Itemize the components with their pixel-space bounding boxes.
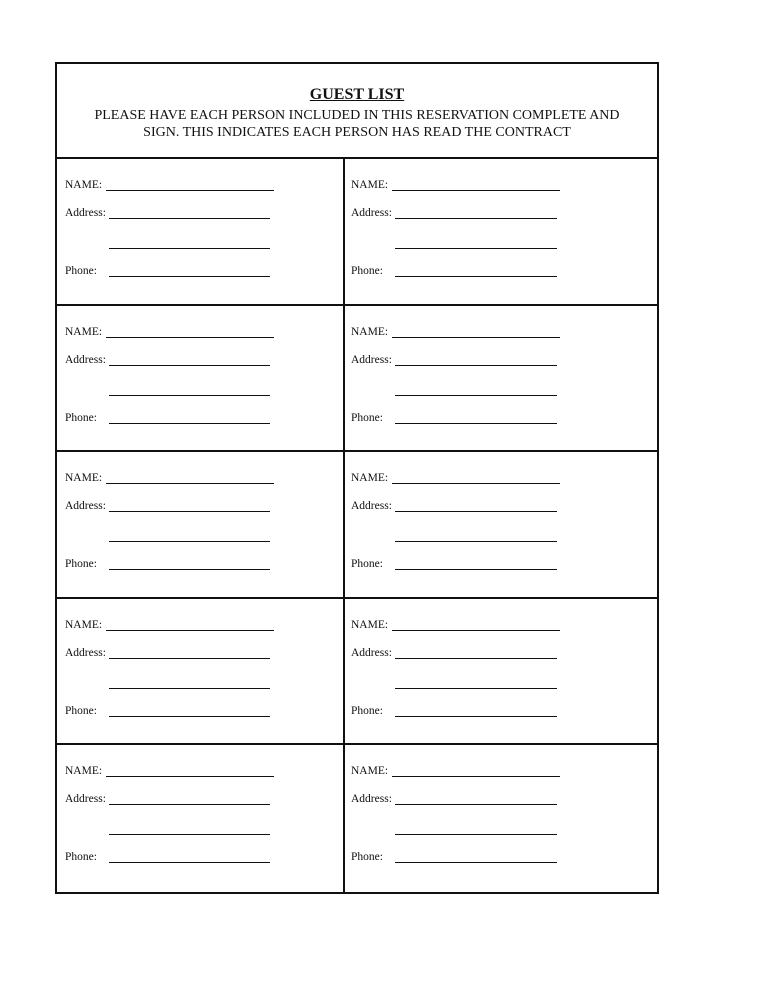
phone-field[interactable] [109, 569, 270, 570]
address-label: Address: [65, 207, 106, 219]
instructions-line-1: PLEASE HAVE EACH PERSON INCLUDED IN THIS RESERVATION COMPLETE AND [94, 108, 620, 123]
name-field[interactable] [392, 630, 560, 631]
phone-label: Phone: [65, 265, 97, 277]
address-line-2-field[interactable] [395, 834, 557, 835]
name-label: NAME: [351, 472, 389, 485]
guest-card [345, 599, 657, 746]
phone-label: Phone: [351, 265, 383, 277]
address-field[interactable] [395, 511, 557, 512]
address-line-2-field[interactable] [109, 395, 270, 396]
address-label: Address: [351, 353, 392, 366]
name-label: NAME: [351, 325, 389, 338]
name-label: NAME: [351, 765, 389, 778]
address-field[interactable] [109, 365, 270, 366]
phone-field[interactable] [395, 276, 557, 277]
guest-card [57, 306, 345, 453]
name-label: NAME: [65, 179, 103, 191]
phone-label: Phone: [351, 411, 383, 424]
phone-label: Phone: [351, 558, 383, 571]
guest-card [57, 452, 345, 599]
phone-label: Phone: [351, 851, 383, 864]
address-label: Address: [351, 646, 392, 659]
name-field[interactable] [106, 776, 274, 777]
name-field[interactable] [392, 776, 560, 777]
address-line-2-field[interactable] [109, 834, 270, 835]
phone-field[interactable] [395, 716, 557, 717]
address-line-2-field[interactable] [109, 541, 270, 542]
guest-card [345, 452, 657, 599]
address-field[interactable] [109, 511, 270, 512]
phone-label: Phone: [65, 851, 97, 864]
guest-list-form [55, 62, 659, 894]
address-label: Address: [351, 793, 392, 806]
phone-field[interactable] [395, 569, 557, 570]
phone-field[interactable] [109, 862, 270, 863]
phone-label: Phone: [65, 704, 97, 717]
name-field[interactable] [106, 483, 274, 484]
address-field[interactable] [395, 804, 557, 805]
name-field[interactable] [392, 483, 560, 484]
address-label: Address: [351, 207, 392, 219]
address-field[interactable] [109, 218, 270, 219]
name-label: NAME: [65, 325, 103, 338]
name-label: NAME: [65, 618, 103, 631]
address-field[interactable] [395, 218, 557, 219]
address-field[interactable] [395, 365, 557, 366]
name-field[interactable] [106, 337, 274, 338]
phone-field[interactable] [395, 423, 557, 424]
name-field[interactable] [106, 630, 274, 631]
name-label: NAME: [65, 765, 103, 778]
form-header [57, 64, 657, 159]
address-label: Address: [65, 793, 106, 806]
name-label: NAME: [351, 618, 389, 631]
address-field[interactable] [395, 658, 557, 659]
address-line-2-field[interactable] [109, 248, 270, 249]
address-line-2-field[interactable] [395, 395, 557, 396]
address-field[interactable] [109, 658, 270, 659]
name-field[interactable] [392, 190, 560, 191]
guest-card [345, 159, 657, 306]
phone-field[interactable] [109, 716, 270, 717]
name-label: NAME: [351, 179, 389, 191]
phone-label: Phone: [65, 411, 97, 424]
address-line-2-field[interactable] [395, 688, 557, 689]
phone-field[interactable] [109, 276, 270, 277]
instructions-line-2: SIGN. THIS INDICATES EACH PERSON HAS READ THE CONTRACT [143, 125, 571, 140]
guest-card [57, 599, 345, 746]
guest-card [57, 159, 345, 306]
name-label: NAME: [65, 472, 103, 485]
address-label: Address: [65, 500, 106, 513]
guest-card [345, 306, 657, 453]
address-label: Address: [65, 646, 106, 659]
address-line-2-field[interactable] [395, 248, 557, 249]
phone-field[interactable] [109, 423, 270, 424]
guest-card [57, 745, 345, 892]
form-title: GUEST LIST [309, 86, 405, 103]
phone-label: Phone: [351, 704, 383, 717]
phone-label: Phone: [65, 558, 97, 571]
address-line-2-field[interactable] [395, 541, 557, 542]
name-field[interactable] [106, 190, 274, 191]
guest-card [345, 745, 657, 892]
guest-cards-grid [57, 159, 657, 892]
address-label: Address: [351, 500, 392, 513]
address-label: Address: [65, 353, 106, 366]
name-field[interactable] [392, 337, 560, 338]
address-line-2-field[interactable] [109, 688, 270, 689]
address-field[interactable] [109, 804, 270, 805]
phone-field[interactable] [395, 862, 557, 863]
